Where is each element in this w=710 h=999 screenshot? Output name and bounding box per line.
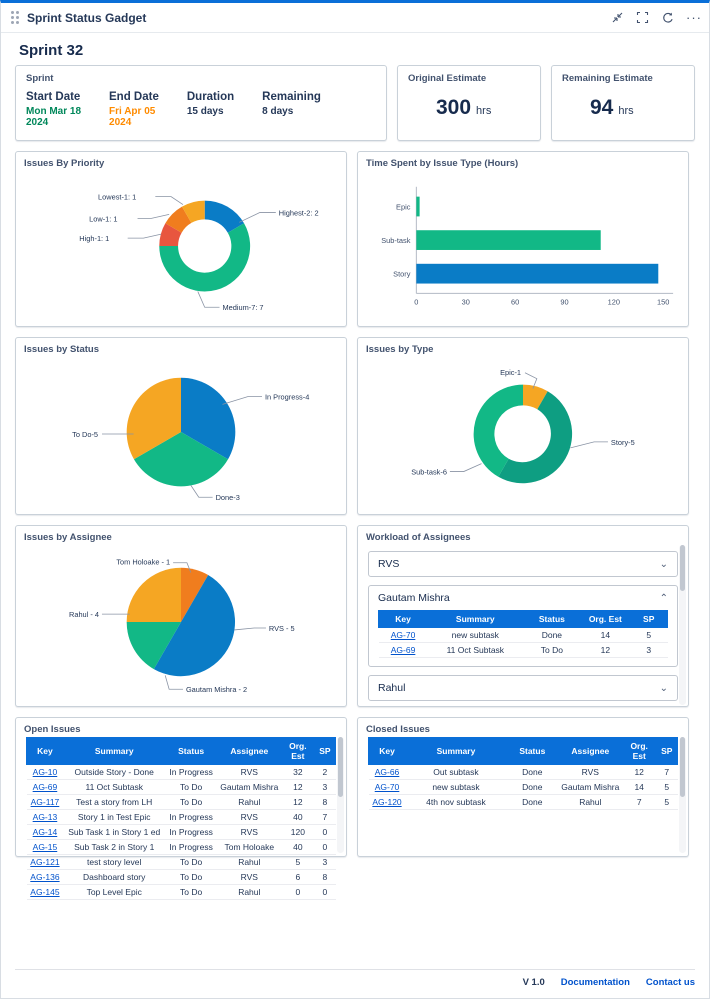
table-header-row [369,738,678,765]
cell-org-est: 14 [622,780,656,795]
panel-title: Issues by Status [24,344,99,355]
assignee-select-label: RVS [378,558,400,570]
cell-assignee: Rahul [558,795,622,810]
original-estimate-value: 300 [436,96,472,119]
cell-org-est: 40 [281,840,314,855]
table-row[interactable] [27,870,336,885]
cell-status: In Progress [165,825,217,840]
gadget-title: Sprint Status Gadget [27,10,147,25]
col-summary: Summary [63,738,165,765]
field-value-line2: 2024 [109,117,132,128]
cell-summary: Sub Task 2 in Story 1 [63,840,165,855]
closed-issues-scroll [358,735,688,855]
cell-key[interactable] [27,795,64,810]
col-sp: SP [656,738,678,765]
time-spent-chart [358,169,688,327]
panel-workload-of-assignees [357,525,689,707]
closed-issues-scrollbar[interactable] [679,737,686,853]
col-status: Status [523,611,581,628]
cell-assignee: Tom Holoake [217,840,281,855]
cell-assignee: Rahul [217,855,281,870]
panel-issues-by-assignee [15,525,347,707]
table-header-row [379,611,668,628]
svg-text:Rahul - 4: Rahul - 4 [69,610,99,620]
svg-text:High-1: 1: High-1: 1 [79,234,110,244]
svg-text:Lowest-1: 1: Lowest-1: 1 [98,192,137,202]
cell-status: Done [506,765,558,780]
table-row[interactable] [379,628,668,643]
col-sp: SP [314,738,335,765]
issue-key-link[interactable]: AG-69 [390,645,416,655]
cell-key[interactable] [27,825,64,840]
panel-closed-issues [357,717,689,857]
footer [15,969,695,988]
panel-issues-by-priority [15,151,347,327]
closed-issues-table [368,737,678,810]
field-label: Duration [186,91,235,103]
col-key: Key [379,611,428,628]
issue-key-link[interactable]: AG-69 [32,782,58,792]
cell-key[interactable] [27,840,64,855]
gadget-titlebar [1,3,709,33]
issue-key-link[interactable]: AG-13 [32,812,58,822]
cell-org-est: 12 [622,765,656,780]
svg-text:150: 150 [657,297,670,307]
cell-sp: 7 [656,765,678,780]
cell-status: To Do [165,885,217,900]
table-header-row [27,738,336,765]
col-assignee: Assignee [217,738,281,765]
cell-org-est: 12 [281,780,314,795]
cell-assignee: Gautam Mishra [558,780,622,795]
field-value [26,106,81,128]
table-row[interactable] [27,795,336,810]
original-estimate-value-wrap [408,96,530,120]
remaining-estimate-card [551,65,695,141]
panel-issues-by-type [357,337,689,515]
cell-summary: new subtask [406,780,507,795]
remaining-estimate-value: 94 [590,96,614,119]
cell-summary: test story level [63,855,165,870]
issues-by-priority-chart [16,169,346,327]
workload-group-gautam-mishra [368,585,678,667]
cell-assignee: Rahul [217,795,281,810]
titlebar-actions [611,10,702,25]
open-issues-scroll [16,735,346,897]
cell-status: In Progress [165,765,217,780]
panel-title: Issues by Assignee [24,532,112,543]
field-value-line1: 8 days [262,106,294,117]
table-row[interactable] [27,825,336,840]
panel-title: Time Spent by Issue Type (Hours) [366,158,519,169]
panel-title: Closed Issues [366,724,430,735]
field-value [187,106,234,117]
cell-sp: 7 [314,810,335,825]
sprint-field-end-date [109,91,187,128]
svg-text:Epic-1: Epic-1 [500,367,522,377]
cell-key[interactable] [379,643,428,658]
cell-key[interactable] [369,795,406,810]
cell-org-est: 40 [281,810,314,825]
table-row[interactable] [369,780,678,795]
cell-sp: 2 [314,765,335,780]
col-key: Key [27,738,64,765]
page-title: Sprint 32 [19,42,84,59]
cell-summary: Top Level Epic [63,885,165,900]
issues-by-type-chart [358,355,688,515]
cell-org-est: 6 [281,870,314,885]
cell-status: Done [506,780,558,795]
chevron-down-icon: ⌄ [659,682,668,694]
cell-key[interactable] [379,628,428,643]
cell-assignee: Rahul [217,885,281,900]
open-issues-scrollbar[interactable] [337,737,344,853]
open-issues-table [26,737,336,900]
table-row[interactable] [369,795,678,810]
field-value-line1: Mon Mar 18 [26,106,82,117]
cell-key[interactable] [27,885,64,900]
svg-text:120: 120 [607,297,621,307]
col-sp: SP [630,611,668,628]
more-icon[interactable]: ··· [686,10,702,25]
refresh-icon[interactable] [661,11,674,24]
workload-body [358,543,688,707]
field-value [109,106,159,128]
chevron-down-icon: ⌄ [659,558,668,570]
cell-status: To Do [165,780,217,795]
svg-text:Tom Holoake - 1: Tom Holoake - 1 [116,557,171,567]
issues-by-assignee-chart [16,543,346,707]
table-row[interactable] [27,840,336,855]
col-status: Status [165,738,217,765]
issue-key-link[interactable]: AG-145 [30,887,60,897]
svg-text:60: 60 [510,297,520,307]
svg-text:Story: Story [393,269,411,279]
original-estimate-unit: hrs [476,105,492,117]
sprint-field-remaining [262,91,349,128]
cell-summary: Dashboard story [63,870,165,885]
cell-sp: 3 [314,780,335,795]
maximize-icon[interactable] [636,11,649,24]
cell-sp: 3 [630,643,668,658]
col-summary: Summary [428,611,523,628]
assignee-select-rvs[interactable] [368,551,678,577]
cell-status: To Do [165,855,217,870]
workload-table [378,610,668,658]
svg-text:Sub-task-6: Sub-task-6 [411,467,447,477]
field-value [262,106,321,117]
svg-text:Sub-task: Sub-task [381,236,411,246]
documentation-link[interactable]: Documentation [560,977,630,988]
charts-grid [1,141,709,897]
cell-assignee: RVS [217,765,281,780]
svg-text:Done-3: Done-3 [215,493,240,503]
panel-title: Open Issues [24,724,81,735]
cell-sp: 0 [314,825,335,840]
svg-text:90: 90 [560,297,569,307]
cell-status: To Do [165,870,217,885]
table-row[interactable] [27,810,336,825]
cell-org-est: 32 [281,765,314,780]
closed-issues-body [369,765,678,810]
svg-text:Low-1: 1: Low-1: 1 [89,214,118,224]
assignee-select-label: Rahul [378,682,406,694]
cell-status: In Progress [165,840,217,855]
drag-handle-icon[interactable] [11,11,21,25]
cell-org-est: 14 [581,628,630,643]
issue-key-link[interactable]: AG-66 [374,767,400,777]
field-value-line1: 15 days [186,106,224,117]
col-org-est: Org. Est [622,738,656,765]
table-row[interactable] [27,780,336,795]
cell-sp: 8 [314,870,335,885]
remaining-estimate-unit: hrs [618,105,634,117]
cell-sp: 5 [630,628,668,643]
cell-key[interactable] [27,780,64,795]
original-estimate-label: Original Estimate [408,73,487,84]
cell-org-est: 0 [281,885,314,900]
cell-status: In Progress [165,810,217,825]
svg-text:In Progress-4: In Progress-4 [264,392,310,402]
issue-key-link[interactable]: AG-15 [32,842,58,852]
cell-summary: Story 1 in Test Epic [63,810,165,825]
cell-org-est: 120 [281,825,314,840]
cell-summary: 11 Oct Subtask [428,643,523,658]
issue-key-link[interactable]: AG-70 [374,782,400,792]
svg-text:To Do-5: To Do-5 [72,429,99,439]
cell-key[interactable] [27,855,64,870]
open-issues-body [27,765,336,900]
col-key: Key [369,738,406,765]
workload-group-header[interactable] [378,592,668,604]
field-label: Remaining [262,91,321,103]
table-row[interactable] [27,765,336,780]
cell-assignee: RVS [217,870,281,885]
table-row[interactable] [379,643,668,658]
assignee-select-rahul[interactable] [368,675,678,701]
col-status: Status [506,738,558,765]
cell-key[interactable] [27,870,64,885]
cell-sp: 8 [314,795,335,810]
cell-assignee: Gautam Mishra [217,780,281,795]
svg-text:Gautam Mishra - 2: Gautam Mishra - 2 [185,685,248,695]
cell-org-est: 12 [581,643,630,658]
cell-sp: 5 [656,780,678,795]
svg-text:RVS - 5: RVS - 5 [268,623,295,633]
sprint-card-label: Sprint [26,73,54,84]
cell-sp: 3 [314,855,335,870]
issue-key-link[interactable]: AG-121 [30,857,60,867]
cell-sp: 0 [314,885,335,900]
remaining-estimate-label: Remaining Estimate [562,73,653,84]
cell-summary: new subtask [428,628,523,643]
panel-title: Workload of Assignees [366,532,471,543]
col-org-est: Org. Est [281,738,314,765]
summary-row [1,65,709,141]
workload-scrollbar[interactable] [679,545,686,705]
workload-group-name: Gautam Mishra [378,592,450,604]
table-row[interactable] [369,765,678,780]
cell-assignee: RVS [217,825,281,840]
issue-key-link[interactable]: AG-70 [390,630,416,640]
col-summary: Summary [406,738,507,765]
cell-status: Done [523,628,581,643]
svg-text:0: 0 [414,297,419,307]
svg-text:Epic: Epic [396,202,411,212]
issue-key-link[interactable]: AG-120 [372,797,402,807]
issue-key-link[interactable]: AG-14 [32,827,58,837]
cell-assignee: RVS [217,810,281,825]
issue-key-link[interactable]: AG-136 [30,872,60,882]
contact-us-link[interactable]: Contact us [645,977,695,988]
issues-by-status-chart [16,355,346,515]
panel-time-spent-by-issue-type [357,151,689,327]
version-label: V 1.0 [522,977,545,988]
cell-key[interactable] [369,780,406,795]
sprint-card [15,65,387,141]
issue-key-link[interactable]: AG-10 [32,767,58,777]
cell-summary: Sub Task 1 in Story 1 ed [63,825,165,840]
original-estimate-card [397,65,541,141]
cell-assignee: RVS [558,765,622,780]
panel-open-issues [15,717,347,897]
panel-title: Issues By Priority [24,158,105,169]
cell-summary: 11 Oct Subtask [63,780,165,795]
cell-summary: Test a story from LH [63,795,165,810]
cell-key[interactable] [27,765,64,780]
table-row[interactable] [27,855,336,870]
cell-org-est: 5 [281,855,314,870]
cell-key[interactable] [27,810,64,825]
field-value-line2: 2024 [26,117,49,128]
field-label: Start Date [26,91,81,103]
cell-key[interactable] [369,765,406,780]
table-row[interactable] [27,885,336,900]
cell-status: Done [506,795,558,810]
remaining-estimate-value-wrap [562,96,684,120]
svg-text:Medium-7: 7: Medium-7: 7 [222,303,264,313]
issue-key-link[interactable]: AG-117 [30,797,60,807]
svg-text:Highest-2: 2: Highest-2: 2 [278,208,319,218]
cell-summary: Out subtask [406,765,507,780]
panel-title: Issues by Type [366,344,434,355]
field-label: End Date [109,91,159,103]
col-assignee: Assignee [558,738,622,765]
cell-org-est: 12 [281,795,314,810]
cell-sp: 5 [656,795,678,810]
col-org-est: Org. Est [581,611,630,628]
cell-status: To Do [165,795,217,810]
sprint-field-start-date [26,91,109,128]
svg-text:30: 30 [461,297,470,307]
sprint-field-duration [187,91,262,128]
svg-text:Story-5: Story-5 [610,437,635,447]
panel-issues-by-status [15,337,347,515]
field-value-line1: Fri Apr 05 [109,106,156,117]
cell-summary: Outside Story - Done [63,765,165,780]
chevron-up-icon: ⌃ [659,592,668,604]
cell-sp: 0 [314,840,335,855]
cell-status: To Do [523,643,581,658]
cell-org-est: 7 [622,795,656,810]
cell-summary: 4th nov subtask [406,795,507,810]
minimize-icon[interactable] [611,11,624,24]
